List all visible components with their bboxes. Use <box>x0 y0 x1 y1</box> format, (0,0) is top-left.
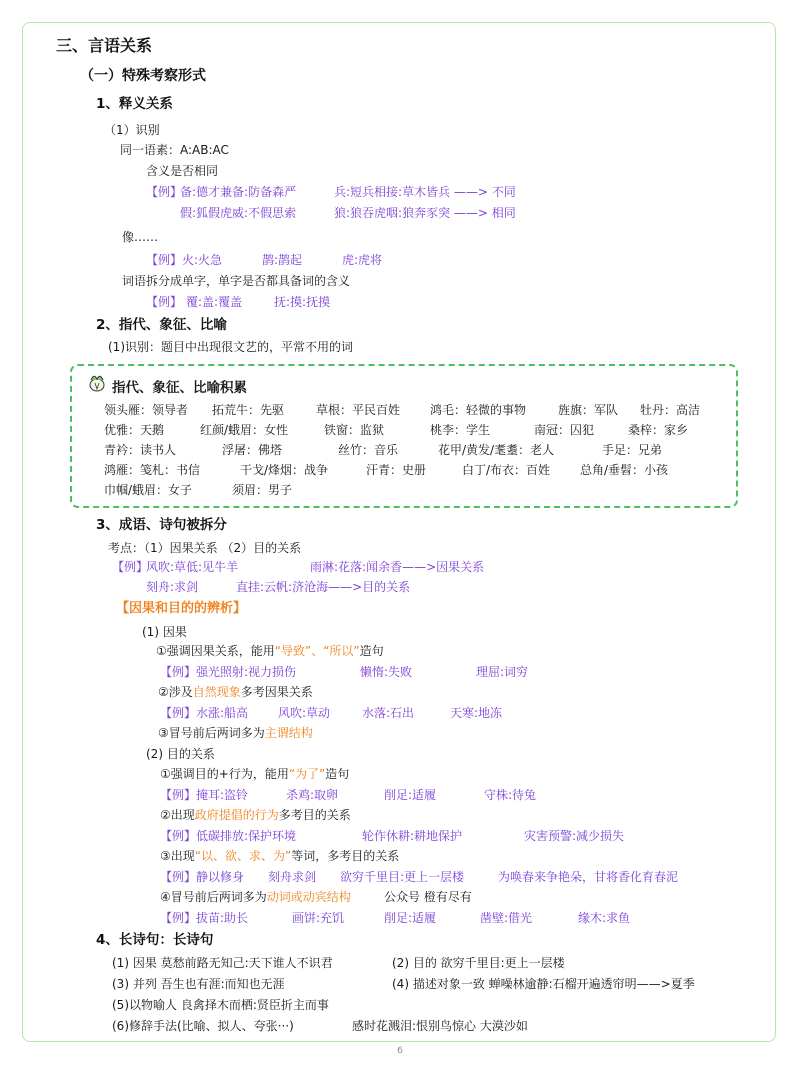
term-item: 须眉：男子 <box>232 483 293 497</box>
example-label: 【例】 <box>160 829 197 843</box>
term-item: 拓荒牛：先驱 <box>212 403 285 417</box>
poem-line: 感时花溅泪:恨别鸟惊心 大漠沙如 <box>352 1019 528 1033</box>
example-text: 备:德才兼备:防备森严 <box>180 185 297 199</box>
example-text: 假:狐假虎威:不假思索 <box>180 206 297 220</box>
rule-text: 多考因果关系 <box>240 685 313 699</box>
example-text: 低碳排放:保护环境 <box>196 829 297 843</box>
poem-line: (6)修辞手法(比喻、拟人、夸张···) <box>112 1019 294 1033</box>
example-text: 灾害预警:减少损失 <box>524 829 625 843</box>
example-text: 强光照射:视力损伤 <box>196 665 297 679</box>
purpose-rule-3 <box>160 848 399 864</box>
term-item: 干戈/烽烟：战争 <box>240 463 329 477</box>
rule-keyword: “为了” <box>288 767 326 781</box>
subsection-heading: （一）特殊考察形式 <box>80 68 206 84</box>
term-item: 浮屠：佛塔 <box>222 443 283 457</box>
example-text: 刻舟:求剑 <box>146 580 199 594</box>
example-text: 懒惰:失败 <box>360 665 413 679</box>
split-text: 词语拆分成单字，单字是否都具备词的含义 <box>122 274 351 288</box>
test-points: 考点：（1）因果关系 （2）目的关系 <box>108 541 302 555</box>
example-text: 缘木:求鱼 <box>578 911 631 925</box>
example-label: 【例】 <box>160 665 197 679</box>
example-text: 守株:待兔 <box>484 788 537 802</box>
term-item: 白丁/布衣：百姓 <box>462 463 551 477</box>
example-text: 静以修身 <box>196 870 245 884</box>
term-item: 花甲/黄发/耄耋：老人 <box>438 443 555 457</box>
example-text: 画饼:充饥 <box>292 911 345 925</box>
rule-text: ①强调目的+行为，能用 <box>160 767 289 781</box>
rule-keyword: 自然现象 <box>192 685 241 699</box>
example-label: 【例】 <box>160 870 197 884</box>
term-item: 领头雁：领导者 <box>104 403 189 417</box>
example-text: 直挂:云帆:济沧海——>目的关系 <box>236 580 411 594</box>
example-text: 狼:狼吞虎咽:狼奔豕突 ——> 相同 <box>334 206 516 220</box>
rule-text: ①强调因果关系，能用 <box>156 644 275 658</box>
term-item: 鸿毛：轻微的事物 <box>430 403 527 417</box>
purpose-rule-4 <box>160 889 351 905</box>
term-item: 桃李：学生 <box>430 423 491 437</box>
example-text: 鹊:鹊起 <box>262 253 303 267</box>
same-morpheme: 同一语素：A:AB:AC <box>120 143 229 157</box>
term-item: 红颜/蛾眉：女性 <box>200 423 289 437</box>
example-label: 【例】 <box>160 911 197 925</box>
rule-keyword: “导致”、“所以” <box>274 644 360 658</box>
example-text: 杀鸡:取卵 <box>286 788 339 802</box>
example-text: 掩耳:盗铃 <box>196 788 249 802</box>
example-text: 虎:虎将 <box>342 253 383 267</box>
like-text: 像…… <box>122 230 159 244</box>
term-item: 桑梓：家乡 <box>628 423 689 437</box>
example-text: 水落:石出 <box>362 706 415 720</box>
rule-keyword: 主谓结构 <box>264 726 313 740</box>
example-text: 刻舟求剑 <box>268 870 317 884</box>
example-text: 火:火急 <box>182 253 223 267</box>
example-label: 【例】 <box>112 560 149 574</box>
term-item: 汗青：史册 <box>366 463 427 477</box>
rule-text: ③冒号前后两词多为 <box>158 726 265 740</box>
poem-line: (5)以物喻人 良禽择木而栖:贤臣折主而事 <box>112 998 329 1012</box>
example-label: 【例】 <box>146 253 183 267</box>
poem-line: (3) 并列 吾生也有涯:而知也无涯 <box>112 977 285 991</box>
example-label: 【例】 <box>146 295 183 309</box>
example-text: 天寒:地冻 <box>450 706 503 720</box>
term-item: 铁窗：监狱 <box>324 423 385 437</box>
example-text: 凿壁:借光 <box>480 911 533 925</box>
example-text: 风吹:草动 <box>278 706 331 720</box>
purpose-rule-2 <box>160 807 351 823</box>
identify-label: （1）识别 <box>104 123 160 137</box>
example-text: 欲穷千里目:更上一层楼 <box>340 870 465 884</box>
term-item: 旌旗：军队 <box>558 403 619 417</box>
poem-line: (1) 因果 莫愁前路无知己:天下谁人不识君 <box>112 956 333 970</box>
example-text: 水涨:船高 <box>196 706 249 720</box>
example-text: 风吹:草低:见牛羊 <box>146 560 239 574</box>
term-item: 青衿：读书人 <box>104 443 177 457</box>
example-text: 理屈:词穷 <box>476 665 529 679</box>
heading-1: 1、释义关系 <box>96 96 173 112</box>
poem-line: (4) 描述对象一致 蝉噪林逾静:石榴开遍透帘明——>夏季 <box>392 977 695 991</box>
example-text: 拔苗:助长 <box>196 911 249 925</box>
identify-text: (1)识别：题目中出现很文艺的，平常不用的词 <box>108 340 353 354</box>
rule-keyword: 动词或动宾结构 <box>266 890 351 904</box>
term-item: 手足：兄弟 <box>602 443 663 457</box>
rule-text: ③出现 <box>160 849 195 863</box>
example-text: 兵:短兵相接:草木皆兵 ——> 不同 <box>334 185 516 199</box>
example-label: 【例】 <box>160 706 197 720</box>
box-title: 指代、象征、比喻积累 <box>112 380 247 396</box>
term-item: 牡丹：高洁 <box>640 403 701 417</box>
example-text: 雨淋:花落:闻余香——>因果关系 <box>310 560 485 574</box>
heading-2: 2、指代、象征、比喻 <box>96 317 227 333</box>
purpose-rule-1 <box>160 766 349 782</box>
term-item: 丝竹：音乐 <box>338 443 399 457</box>
cause-rule-2 <box>158 684 313 700</box>
example-text: 覆:盖:覆盖 <box>186 295 243 309</box>
example-text: 为唤春来争艳朵，甘将香化育春泥 <box>498 870 679 884</box>
rule-text: ②涉及 <box>158 685 193 699</box>
cause-rule-1 <box>156 643 384 659</box>
cabbage-icon <box>86 371 108 393</box>
example-text: 削足:适履 <box>384 911 437 925</box>
watermark-text: 公众号 橙有尽有 <box>384 890 472 904</box>
term-item: 巾帼/蛾眉：女子 <box>104 483 193 497</box>
rule-text: 造句 <box>325 767 350 781</box>
example-text: 抚:摸:抚摸 <box>274 295 331 309</box>
term-item: 总角/垂髫：小孩 <box>580 463 669 477</box>
meaning-text: 含义是否相同 <box>146 164 219 178</box>
heading-4: 4、长诗句：长诗句 <box>96 932 214 948</box>
example-text: 削足:适履 <box>384 788 437 802</box>
rule-keyword: “以、欲、求、为” <box>194 849 292 863</box>
term-item: 优雅：天鹅 <box>104 423 165 437</box>
rule-text: 等词，多考目的关系 <box>291 849 400 863</box>
example-text: 轮作休耕:耕地保护 <box>362 829 463 843</box>
section-heading: 三、言语关系 <box>56 36 153 55</box>
example-label: 【例】 <box>160 788 197 802</box>
cause-heading: (1) 因果 <box>142 625 187 639</box>
term-item: 草根：平民百姓 <box>316 403 401 417</box>
rule-text: 造句 <box>359 644 384 658</box>
heading-3: 3、成语、诗句被拆分 <box>96 517 227 533</box>
rule-text: ④冒号前后两词多为 <box>160 890 267 904</box>
example-label: 【例】 <box>146 185 183 199</box>
rule-text: ②出现 <box>160 808 195 822</box>
rule-text: 多考目的关系 <box>278 808 351 822</box>
cause-rule-3 <box>158 725 313 741</box>
term-item: 南冠：囚犯 <box>534 423 595 437</box>
page-number: 6 <box>397 1046 403 1056</box>
poem-line: (2) 目的 欲穷千里目:更上一层楼 <box>392 956 565 970</box>
distinction-heading: 【因果和目的的辨析】 <box>116 601 247 616</box>
term-item: 鸿雁：笺札：书信 <box>104 463 201 477</box>
rule-keyword: 政府提倡的行为 <box>194 808 279 822</box>
purpose-heading: (2) 目的关系 <box>146 747 215 761</box>
